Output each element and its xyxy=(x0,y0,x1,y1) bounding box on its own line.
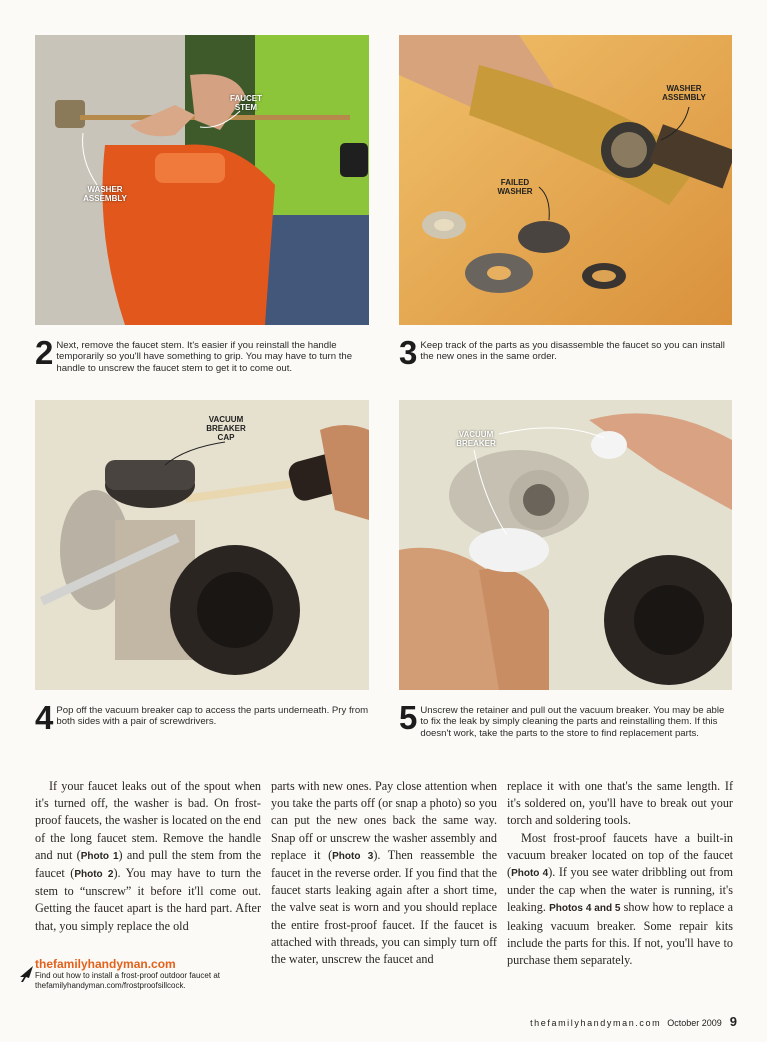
caption-5-number: 5 xyxy=(399,699,418,736)
label-vacuum-breaker: VACUUM BREAKER xyxy=(456,430,496,448)
photo-3 xyxy=(399,35,732,325)
article-column-3 xyxy=(507,778,733,969)
caption-5 xyxy=(399,699,732,739)
text-run: ). Then reassemble the faucet in the reverse order. If you find that the faucet starts leaking again after a short time, the valve seat is worn and you should replace the entire frost-proof faucet. If the faucet is attached with threads, you can simply turn off the water, unscrew the faucet and xyxy=(271,847,497,967)
caption-4-text: Pop off the vacuum breaker cap to access the parts underneath. Pry from both sides with a pair of screwdrivers. xyxy=(56,705,369,728)
photo-2 xyxy=(35,35,369,325)
promo-line-1: Find out how to install a frost-proof outdoor faucet at xyxy=(35,971,220,980)
label-vacuum-breaker-cap: VACUUM BREAKER CAP xyxy=(206,415,246,442)
photo-ref: Photos 4 and 5 xyxy=(549,903,621,915)
label-faucet-stem: FAUCET STEM xyxy=(230,94,262,112)
page-footer xyxy=(530,1014,737,1029)
photo-3-callouts xyxy=(399,35,732,325)
caption-3-number: 3 xyxy=(399,334,418,371)
cursor-arrow-icon xyxy=(18,965,34,983)
footer-issue: October 2009 xyxy=(667,1018,722,1028)
text-run: ). You may have to turn the stem to “unscrew” it before it'll come out. Getting the faucet apart is the hard part. After that, you simply replace the old xyxy=(35,866,261,933)
caption-3 xyxy=(399,334,732,371)
text-run: ) and pull the stem from the faucet ( xyxy=(35,847,262,881)
text-run: parts with new ones. Pay close attention when you take the parts off (or snap a photo) so you can put the new ones back the same way. Snap off or unscrew the washer assembly and replace it ( xyxy=(271,779,497,862)
web-promo xyxy=(18,957,268,991)
caption-2 xyxy=(35,334,369,374)
caption-2-number: 2 xyxy=(35,334,54,371)
photo-4 xyxy=(35,400,369,690)
promo-site-link[interactable]: thefamilyhandyman.com xyxy=(35,957,176,971)
photo-ref: Photo 2 xyxy=(74,869,114,881)
promo-url[interactable]: thefamilyhandyman.com/frostproofsillcock. xyxy=(35,981,186,990)
text-run: If your faucet leaks out of the spout when it's turned off, the washer is bad. On frost-proof faucets, the washer is located on the end of the long faucet stem. Remove the handle and nut ( xyxy=(35,779,261,862)
article-column-2 xyxy=(271,778,497,968)
article-paragraph: replace it with one that's the same length. If it's soldered on, you'll have to break out your torch and soldering tools. xyxy=(507,779,733,828)
article-column-1 xyxy=(35,778,261,935)
photo-ref: Photo 3 xyxy=(332,850,374,862)
text-run: Most frost-proof faucets have a built-in vacuum breaker located on top of the faucet ( xyxy=(507,830,733,880)
photo-5 xyxy=(399,400,732,690)
footer-site: thefamilyhandyman.com xyxy=(530,1018,662,1028)
photo-2-callouts xyxy=(35,35,369,325)
text-run: show how to replace a leaking vacuum breaker. Some repair kits include the parts for this. If not, you'll have to purchase them separately. xyxy=(507,900,734,968)
article-paragraph xyxy=(507,830,733,970)
photo-5-callouts xyxy=(399,400,732,690)
text-run: ). If you see water dribbling out from under the cap when the water is running, it's leaking. xyxy=(507,865,733,915)
photo-ref: Photo 4 xyxy=(511,868,549,880)
label-washer-assembly-3: WASHER ASSEMBLY xyxy=(662,84,706,102)
label-washer-assembly: WASHER ASSEMBLY xyxy=(83,185,127,203)
caption-5-text: Unscrew the retainer and pull out the vacuum breaker. You may be able to fix the leak by simply cleaning the parts and reinstalling them. If this doesn't work, take the parts to the store to find replacement parts. xyxy=(420,705,725,739)
photo-ref: Photo 1 xyxy=(80,850,119,862)
caption-3-text: Keep track of the parts as you disassemble the faucet so you can install the new ones in the same order. xyxy=(420,340,725,363)
caption-4-number: 4 xyxy=(35,699,54,736)
caption-4 xyxy=(35,699,369,736)
photo-4-callouts xyxy=(35,400,369,690)
label-failed-washer: FAILED WASHER xyxy=(497,178,533,196)
article-paragraph xyxy=(271,778,497,968)
page-number: 9 xyxy=(729,1014,737,1029)
caption-2-text: Next, remove the faucet stem. It's easier if you reinstall the handle temporarily so you'll have something to grip. You may have to turn the handle to unscrew the faucet stem to get it to come out. xyxy=(56,340,353,374)
article-paragraph xyxy=(35,778,261,935)
